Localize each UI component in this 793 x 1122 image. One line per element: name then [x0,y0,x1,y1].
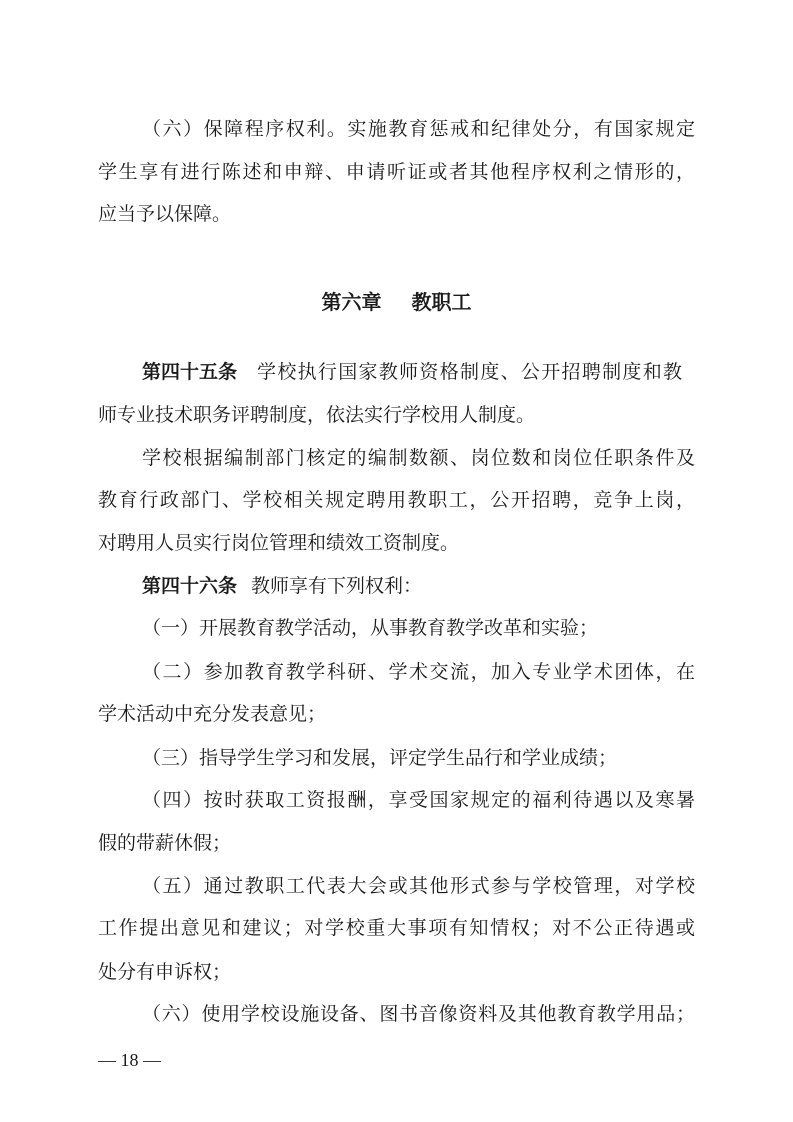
chapter-number: 第六章 [321,290,382,314]
text-line: 学生享有进行陈述和申辩、申请听证或者其他程序权利之情形的， [98,161,695,183]
text-line-with-label [142,363,695,382]
article-text: 教师享有下列权利： [251,575,423,597]
text-line: 学校根据编制部门核定的编制数额、岗位数和岗位任职条件及 [142,447,695,469]
article-label: 第四十五条 [142,361,238,383]
page-number: — 18 — [98,1050,161,1070]
list-item: （二）参加教育教学科研、学术交流，加入专业学术团体，在 [142,661,695,683]
list-item-continuation: 工作提出意见和建议；对学校重大事项有知情权；对不公正待遇或 [98,917,695,939]
list-item: （五）通过教职工代表大会或其他形式参与学校管理，对学校 [142,875,695,897]
chapter-title: 教职工 [411,290,472,314]
text-line: 师专业技术职务评聘制度，依法实行学校用人制度。 [98,404,536,426]
article-text: 学校执行国家教师资格制度、公开招聘制度和教 [257,361,684,383]
list-item: （四）按时获取工资报酬，享受国家规定的福利待遇以及寒暑 [142,789,695,811]
list-item: （三）指导学生学习和发展，评定学生品行和学业成绩； [142,747,618,769]
text-line-with-label [142,577,793,596]
text-line: 教育行政部门、学校相关规定聘用教职工，公开招聘，竞争上岗， [98,489,695,511]
list-item: （一）开展教育教学活动，从事教育教学改革和实验； [142,617,599,639]
list-item-continuation: 假的带薪休假； [98,832,232,854]
list-item-continuation: 学术活动中充分发表意见； [98,703,327,725]
text-line: 应当予以保障。 [98,203,232,225]
list-item: （六）使用学校设施设备、图书音像资料及其他教育教学用品； [142,1003,695,1025]
article-label: 第四十六条 [142,575,238,597]
chapter-heading [0,286,793,315]
list-item-continuation: 处分有申诉权； [98,961,232,983]
text-line: （六）保障程序权利。实施教育惩戒和纪律处分，有国家规定 [142,118,695,140]
text-line: 对聘用人员实行岗位管理和绩效工资制度。 [98,532,460,554]
